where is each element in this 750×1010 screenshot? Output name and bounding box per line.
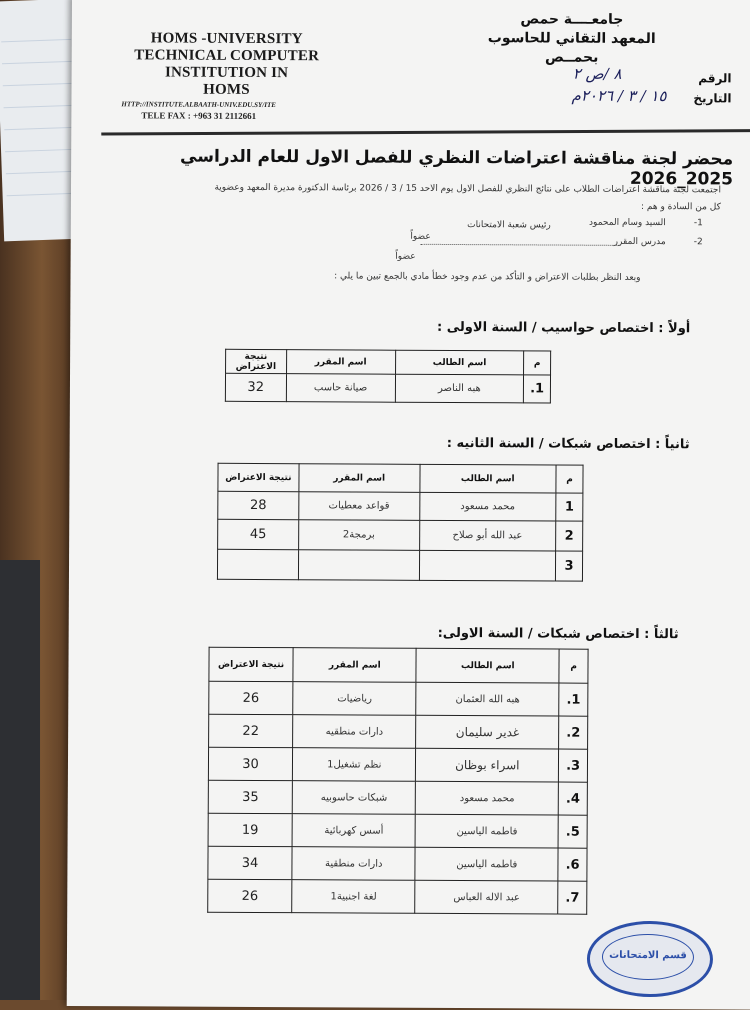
row-course: قواعد معطيات bbox=[299, 492, 420, 521]
member-index: 1- bbox=[693, 218, 703, 229]
row-index: 4. bbox=[558, 782, 587, 815]
row-index: 1 bbox=[556, 493, 583, 521]
col-result: نتيجة الاعتراض bbox=[226, 349, 287, 373]
col-result: نتيجة الاعتراض bbox=[218, 463, 299, 491]
row-index: 3. bbox=[559, 749, 588, 782]
english-header bbox=[111, 30, 341, 99]
dark-object bbox=[0, 560, 40, 1000]
section-heading: ثانياً : اختصاص شبكات / السنة الثانيه : bbox=[446, 435, 690, 453]
row-student: فاطمه الياسين bbox=[415, 847, 558, 881]
row-result: 28 bbox=[218, 491, 299, 519]
member-name: السيد وسام المحمود bbox=[589, 217, 666, 229]
row-student: هبه الناصر bbox=[395, 374, 524, 403]
intro-line: اجتمعت لجنة مناقشة اعتراضات الطلاب على نتائج النظري للفصل الاول يوم الاحد 15 / 3 / 2026 برئاسة الدكتورة مديرة المعهد وعضوية bbox=[214, 182, 722, 196]
table-row bbox=[208, 747, 587, 782]
col-result: نتيجة الاعتراض bbox=[209, 647, 293, 681]
row-index: 1. bbox=[559, 683, 588, 716]
row-course: دارات منطقيه bbox=[293, 715, 416, 749]
col-student: اسم الطالب bbox=[419, 464, 556, 493]
col-course: اسم المقرر bbox=[299, 464, 420, 493]
stamp-text: قسم الامتحانات bbox=[609, 949, 687, 962]
row-course: لغة اجنبية1 bbox=[292, 880, 415, 914]
date-value: ١٥ / ٣ / ٢٠٢٦م bbox=[571, 86, 667, 106]
row-course: نظم تشغيل1 bbox=[293, 748, 416, 782]
row-result: 32 bbox=[225, 373, 286, 401]
col-course: اسم المقرر bbox=[293, 648, 416, 683]
english-header-line: INSTITUTION IN bbox=[164, 64, 289, 82]
section-heading: أولاً : اختصاص حواسيب / السنة الاولى : bbox=[437, 319, 691, 337]
row-result: 34 bbox=[208, 846, 292, 879]
table-row bbox=[209, 714, 588, 749]
table-row bbox=[218, 491, 583, 521]
row-index: 3 bbox=[556, 551, 583, 581]
row-course: برمجة2 bbox=[298, 520, 419, 551]
page-title: محضر لجنة مناقشة اعتراضات النظري للفصل الاول للعام الدراسي 2025_2026 bbox=[180, 146, 734, 190]
member-position: عضواً bbox=[410, 231, 431, 242]
arabic-header-line: المعهد التقاني للحاسوب bbox=[487, 30, 656, 48]
table-row bbox=[208, 813, 587, 848]
english-header-line: HOMS bbox=[203, 81, 250, 98]
row-index: 7. bbox=[558, 881, 587, 914]
row-course: شبكات حاسوبيه bbox=[292, 781, 415, 815]
col-index: م bbox=[556, 465, 583, 493]
row-index: 5. bbox=[558, 815, 587, 848]
row-student: اسراء بوظان bbox=[416, 748, 559, 782]
table-section-3 bbox=[207, 647, 588, 915]
row-student: غدير سليمان bbox=[416, 715, 559, 749]
table-section-2 bbox=[217, 463, 584, 582]
col-index: م bbox=[559, 649, 588, 683]
section-heading: ثالثاً : اختصاص شبكات / السنة الاولى: bbox=[437, 625, 679, 643]
website: HTTP://INSTITUTE.ALBAATH-UNIV.EDU.SY/ITE bbox=[121, 100, 276, 110]
arabic-header-line: بحمــص bbox=[544, 49, 599, 66]
col-index: م bbox=[524, 351, 551, 375]
member-position: عضواً bbox=[395, 251, 416, 262]
row-index: 2 bbox=[556, 521, 583, 551]
row-course: رياضيات bbox=[293, 682, 416, 716]
row-result: 26 bbox=[208, 879, 292, 912]
row-student: عبد الله أبو صلاح bbox=[419, 520, 556, 551]
table-section-1 bbox=[225, 349, 551, 404]
english-header-line: HOMS -UNIVERSITY bbox=[150, 30, 303, 48]
col-student: اسم الطالب bbox=[395, 350, 524, 375]
table-row bbox=[225, 373, 550, 403]
row-student bbox=[419, 550, 556, 581]
table-row bbox=[217, 549, 582, 581]
row-student: عبد الاله العباس bbox=[415, 880, 558, 914]
row-result: 45 bbox=[218, 519, 299, 549]
table-row bbox=[208, 879, 587, 914]
row-index: 6. bbox=[558, 848, 587, 881]
document-sheet bbox=[67, 0, 750, 1010]
row-course: أسس كهربائية bbox=[292, 814, 415, 848]
date-label: التاريخ bbox=[693, 91, 732, 106]
col-course: اسم المقرر bbox=[286, 350, 395, 375]
row-index: 2. bbox=[559, 716, 588, 749]
row-result: 30 bbox=[208, 747, 292, 780]
row-student: محمد مسعود bbox=[416, 781, 559, 815]
row-student: محمد مسعود bbox=[419, 492, 556, 521]
row-course: صيانة حاسب bbox=[286, 374, 395, 403]
arabic-header-line: جامعــــة حمص bbox=[520, 11, 624, 28]
member-index: 2- bbox=[693, 237, 703, 248]
row-result: 35 bbox=[208, 780, 292, 813]
row-course bbox=[298, 550, 419, 581]
telefax: TELE FAX : +963 31 2112661 bbox=[141, 110, 257, 121]
arabic-header bbox=[462, 10, 682, 68]
header-rule bbox=[101, 129, 750, 135]
member-role: رئيس شعبة الامتحانات bbox=[467, 220, 551, 231]
row-result: 19 bbox=[208, 813, 292, 846]
row-result: 22 bbox=[209, 714, 293, 747]
member-name: مدرس المقرر bbox=[613, 236, 666, 248]
ref-label: الرقم bbox=[698, 71, 732, 86]
row-student: فاطمه الياسين bbox=[415, 814, 558, 848]
row-course: دارات منطقية bbox=[292, 847, 415, 881]
col-student: اسم الطالب bbox=[416, 648, 559, 683]
table-row bbox=[218, 519, 583, 551]
table-row bbox=[208, 780, 587, 815]
table-row bbox=[209, 681, 588, 716]
intro-line: وبعد النظر بطلبات الاعتراض و التأكد من عدم وجود خطأ مادي بالجمع تبين ما يلي : bbox=[334, 271, 641, 283]
ref-value: ٨ /ص ٢ bbox=[572, 64, 622, 83]
dotted-line bbox=[421, 244, 621, 246]
official-stamp bbox=[587, 921, 713, 998]
row-student: هبه الله العثمان bbox=[416, 682, 559, 716]
intro-line: كل من السادة و هم : bbox=[640, 201, 721, 213]
row-result: 26 bbox=[209, 681, 293, 714]
row-index: 1. bbox=[524, 375, 551, 403]
table-row bbox=[208, 846, 587, 881]
english-header-line: TECHNICAL COMPUTER bbox=[134, 47, 320, 65]
row-result bbox=[217, 549, 298, 579]
